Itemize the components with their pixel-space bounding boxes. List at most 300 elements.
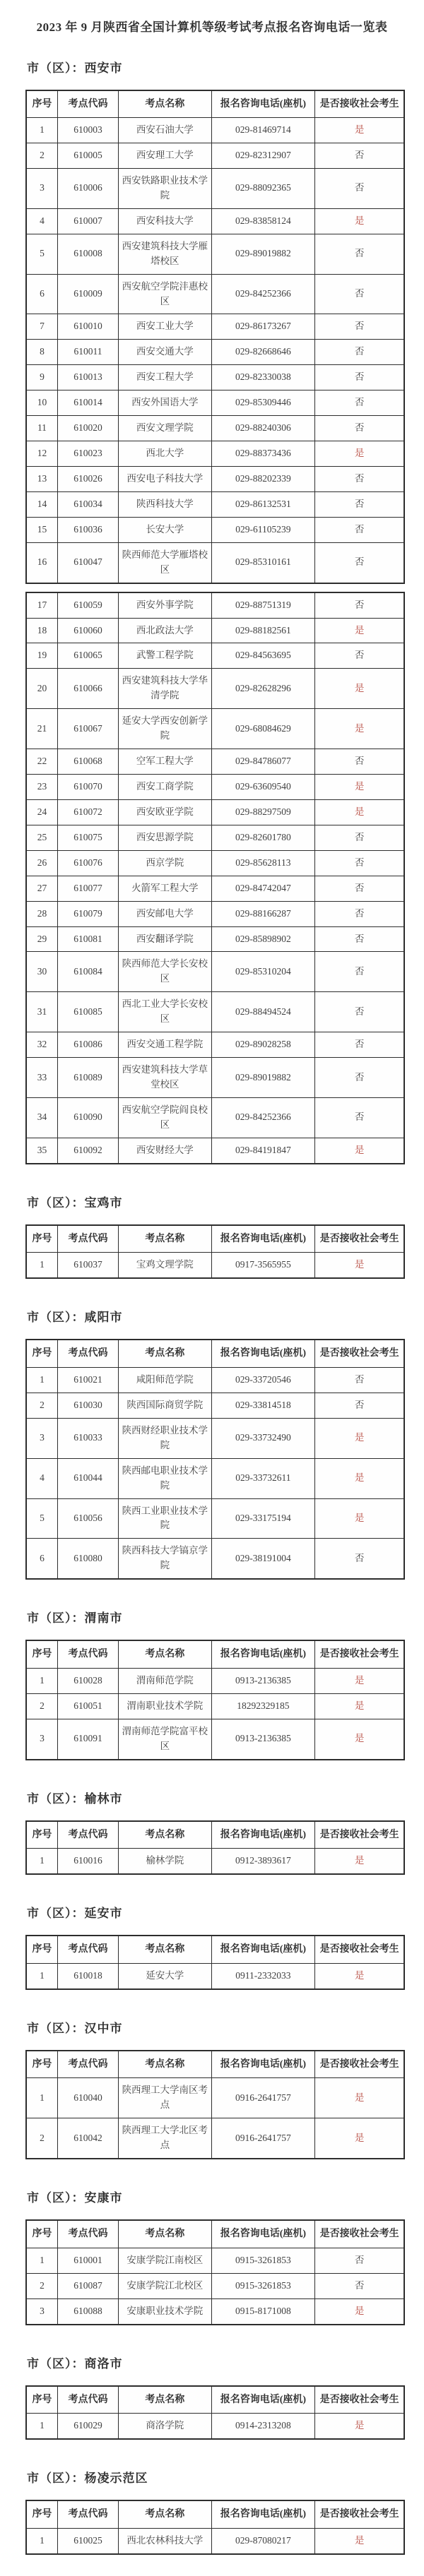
table-row	[26, 1367, 404, 1393]
phone-cell: 029-88092365	[211, 169, 315, 209]
column-header: 是否接收社会考生	[315, 2220, 404, 2248]
table-row	[26, 234, 404, 274]
accepts-social-cell: 是	[315, 2118, 404, 2159]
column-header: 是否接收社会考生	[315, 1936, 404, 1963]
accepts-social-cell: 否	[315, 1032, 404, 1058]
site-name-cell: 陕西科技大学	[119, 491, 212, 517]
row-number-cell: 20	[26, 669, 57, 709]
phone-cell: 029-88494524	[211, 992, 315, 1032]
section-title: 市（区）：榆林市	[27, 1791, 123, 1806]
table-row	[26, 901, 404, 926]
exam-site-table	[25, 1224, 405, 1280]
column-header: 是否接收社会考生	[315, 2500, 404, 2528]
table-row	[26, 416, 404, 441]
row-number-cell: 3	[26, 1719, 57, 1759]
phone-cell: 029-86132531	[211, 491, 315, 517]
site-name-cell: 陕西师范大学雁塔校区	[119, 542, 212, 583]
section-title: 市（区）：宝鸡市	[27, 1195, 123, 1210]
exam-site-table	[25, 90, 405, 584]
accepts-social-cell: 是	[315, 118, 404, 143]
accepts-social-cell: 否	[315, 542, 404, 583]
site-name-cell: 安康职业技术学院	[119, 2298, 212, 2324]
accepts-social-cell: 是	[315, 709, 404, 749]
accepts-social-cell: 否	[315, 1539, 404, 1579]
table-row	[26, 2248, 404, 2273]
phone-cell: 029-84191847	[211, 1138, 315, 1163]
row-number-cell: 19	[26, 643, 57, 669]
row-number-cell: 5	[26, 1498, 57, 1539]
site-code-cell: 610066	[57, 669, 118, 709]
header-row	[26, 2500, 404, 2528]
site-code-cell: 610021	[57, 1367, 118, 1393]
row-number-cell: 4	[26, 1458, 57, 1498]
row-number-cell: 27	[26, 876, 57, 901]
row-number-cell: 33	[26, 1058, 57, 1098]
accepts-social-cell: 是	[315, 618, 404, 643]
row-number-cell: 15	[26, 517, 57, 542]
table-row	[26, 749, 404, 775]
table-row	[26, 274, 404, 314]
table-row	[26, 1138, 404, 1163]
accepts-social-cell: 是	[315, 1498, 404, 1539]
phone-cell: 029-33732611	[211, 1458, 315, 1498]
accepts-social-cell: 否	[315, 2273, 404, 2298]
row-number-cell: 8	[26, 340, 57, 365]
site-name-cell: 火箭军工程大学	[119, 876, 212, 901]
phone-cell: 029-88373436	[211, 441, 315, 467]
column-header: 序号	[26, 1340, 57, 1367]
column-header: 是否接收社会考生	[315, 1225, 404, 1253]
site-code-cell: 610087	[57, 2273, 118, 2298]
site-code-cell: 610010	[57, 314, 118, 340]
phone-cell: 029-61105239	[211, 517, 315, 542]
site-name-cell: 安康学院江南校区	[119, 2248, 212, 2273]
site-code-cell: 610090	[57, 1097, 118, 1138]
site-code-cell: 610008	[57, 234, 118, 274]
column-header: 序号	[26, 90, 57, 118]
phone-cell: 0915-3261853	[211, 2273, 315, 2298]
site-code-cell: 610084	[57, 952, 118, 992]
phone-cell: 029-33814518	[211, 1393, 315, 1418]
exam-site-table	[25, 592, 405, 1164]
table-row	[26, 441, 404, 467]
table-row	[26, 365, 404, 390]
column-header: 考点代码	[57, 2220, 118, 2248]
site-name-cell: 西安建筑科技大学草堂校区	[119, 1058, 212, 1098]
site-code-cell: 610026	[57, 467, 118, 492]
accepts-social-cell: 是	[315, 1138, 404, 1163]
site-name-cell: 西安工业大学	[119, 314, 212, 340]
site-code-cell: 610009	[57, 274, 118, 314]
site-name-cell: 西安科技大学	[119, 208, 212, 234]
accepts-social-cell: 是	[315, 2298, 404, 2324]
row-number-cell: 3	[26, 1418, 57, 1458]
column-header: 考点代码	[57, 1340, 118, 1367]
site-name-cell: 渭南师范学院富平校区	[119, 1719, 212, 1759]
table-row	[26, 208, 404, 234]
column-header: 是否接收社会考生	[315, 2051, 404, 2078]
site-code-cell: 610014	[57, 390, 118, 416]
row-number-cell: 31	[26, 992, 57, 1032]
site-code-cell: 610016	[57, 1849, 118, 1874]
phone-cell: 0915-8171008	[211, 2298, 315, 2324]
accepts-social-cell: 否	[315, 592, 404, 618]
table-row	[26, 1849, 404, 1874]
row-number-cell: 1	[26, 2414, 57, 2439]
city-section	[0, 1903, 424, 1990]
site-name-cell: 西安工程大学	[119, 365, 212, 390]
site-name-cell: 西安外国语大学	[119, 390, 212, 416]
site-name-cell: 渭南师范学院	[119, 1668, 212, 1693]
accepts-social-cell: 否	[315, 850, 404, 876]
site-code-cell: 610076	[57, 850, 118, 876]
site-code-cell: 610018	[57, 1963, 118, 1988]
site-name-cell: 西北工业大学长安校区	[119, 992, 212, 1032]
site-code-cell: 610086	[57, 1032, 118, 1058]
phone-cell: 029-84252366	[211, 274, 315, 314]
accepts-social-cell: 否	[315, 749, 404, 775]
column-header: 报名咨询电话(座机)	[211, 1936, 315, 1963]
site-code-cell: 610003	[57, 118, 118, 143]
header-row	[26, 90, 404, 118]
table-row	[26, 2414, 404, 2439]
table-row	[26, 517, 404, 542]
row-number-cell: 14	[26, 491, 57, 517]
row-number-cell: 1	[26, 118, 57, 143]
accepts-social-cell: 否	[315, 416, 404, 441]
header-row	[26, 1640, 404, 1668]
phone-cell: 029-88182561	[211, 618, 315, 643]
column-header: 报名咨询电话(座机)	[211, 2500, 315, 2528]
table-row	[26, 992, 404, 1032]
city-section	[0, 2188, 424, 2325]
table-row	[26, 542, 404, 583]
site-code-cell: 610091	[57, 1719, 118, 1759]
site-name-cell: 西安建筑科技大学华清学院	[119, 669, 212, 709]
phone-cell: 029-84252366	[211, 1097, 315, 1138]
header-row	[26, 1821, 404, 1849]
site-name-cell: 西安翻译学院	[119, 926, 212, 952]
header-row	[26, 2386, 404, 2414]
site-name-cell: 西北农林科技大学	[119, 2528, 212, 2553]
site-name-cell: 西安思源学院	[119, 825, 212, 850]
exam-site-table	[25, 2050, 405, 2159]
phone-cell: 029-88751319	[211, 592, 315, 618]
table-row	[26, 1393, 404, 1418]
column-header: 考点代码	[57, 90, 118, 118]
site-code-cell: 610047	[57, 542, 118, 583]
site-name-cell: 咸阳师范学院	[119, 1367, 212, 1393]
phone-cell: 0917-3565955	[211, 1253, 315, 1278]
site-code-cell: 610081	[57, 926, 118, 952]
column-header: 考点名称	[119, 1936, 212, 1963]
accepts-social-cell: 是	[315, 1719, 404, 1759]
phone-cell: 18292329185	[211, 1693, 315, 1719]
site-name-cell: 陕西国际商贸学院	[119, 1393, 212, 1418]
accepts-social-cell: 否	[315, 234, 404, 274]
row-number-cell: 3	[26, 2298, 57, 2324]
accepts-social-cell: 是	[315, 799, 404, 825]
site-code-cell: 610077	[57, 876, 118, 901]
city-section	[0, 2468, 424, 2555]
accepts-social-cell: 否	[315, 876, 404, 901]
site-code-cell: 610079	[57, 901, 118, 926]
row-number-cell: 30	[26, 952, 57, 992]
table-row	[26, 876, 404, 901]
column-header: 考点名称	[119, 1225, 212, 1253]
site-name-cell: 商洛学院	[119, 2414, 212, 2439]
accepts-social-cell: 是	[315, 2528, 404, 2553]
row-number-cell: 2	[26, 2118, 57, 2159]
column-header: 考点名称	[119, 90, 212, 118]
site-code-cell: 610001	[57, 2248, 118, 2273]
section-title: 市（区）：商洛市	[27, 2356, 123, 2371]
accepts-social-cell: 是	[315, 208, 404, 234]
accepts-social-cell: 是	[315, 1849, 404, 1874]
row-number-cell: 1	[26, 1668, 57, 1693]
column-header: 序号	[26, 2500, 57, 2528]
accepts-social-cell: 否	[315, 1393, 404, 1418]
site-code-cell: 610042	[57, 2118, 118, 2159]
site-name-cell: 西安建筑科技大学雁塔校区	[119, 234, 212, 274]
accepts-social-cell: 否	[315, 952, 404, 992]
site-code-cell: 610011	[57, 340, 118, 365]
site-code-cell: 610089	[57, 1058, 118, 1098]
row-number-cell: 29	[26, 926, 57, 952]
site-code-cell: 610068	[57, 749, 118, 775]
table-row	[26, 799, 404, 825]
exam-site-table	[25, 1820, 405, 1876]
table-row	[26, 643, 404, 669]
accepts-social-cell: 否	[315, 2248, 404, 2273]
accepts-social-cell: 否	[315, 390, 404, 416]
phone-cell: 029-82628296	[211, 669, 315, 709]
phone-cell: 029-85628113	[211, 850, 315, 876]
phone-cell: 029-33720546	[211, 1367, 315, 1393]
table-row	[26, 1032, 404, 1058]
column-header: 考点名称	[119, 2386, 212, 2414]
row-number-cell: 25	[26, 825, 57, 850]
site-code-cell: 610065	[57, 643, 118, 669]
table-row	[26, 1963, 404, 1988]
site-code-cell: 610059	[57, 592, 118, 618]
site-code-cell: 610006	[57, 169, 118, 209]
column-header: 序号	[26, 2051, 57, 2078]
site-name-cell: 西安文理学院	[119, 416, 212, 441]
table-row	[26, 1058, 404, 1098]
row-number-cell: 6	[26, 1539, 57, 1579]
phone-cell: 029-83858124	[211, 208, 315, 234]
column-header: 考点代码	[57, 1821, 118, 1849]
site-code-cell: 610051	[57, 1693, 118, 1719]
phone-cell: 029-63609540	[211, 775, 315, 800]
column-header: 考点代码	[57, 2500, 118, 2528]
accepts-social-cell: 否	[315, 365, 404, 390]
accepts-social-cell: 是	[315, 2078, 404, 2118]
phone-cell: 029-38191004	[211, 1539, 315, 1579]
column-header: 考点代码	[57, 1936, 118, 1963]
exam-site-table	[25, 2219, 405, 2325]
city-section	[0, 1193, 424, 1280]
column-header: 序号	[26, 2386, 57, 2414]
row-number-cell: 4	[26, 208, 57, 234]
site-name-cell: 西安理工大学	[119, 143, 212, 169]
phone-cell: 029-82312907	[211, 143, 315, 169]
row-number-cell: 22	[26, 749, 57, 775]
column-header: 序号	[26, 1821, 57, 1849]
site-code-cell: 610030	[57, 1393, 118, 1418]
header-row	[26, 1936, 404, 1963]
row-number-cell: 17	[26, 592, 57, 618]
table-row	[26, 2528, 404, 2553]
site-code-cell: 610005	[57, 143, 118, 169]
column-header: 考点名称	[119, 1821, 212, 1849]
row-number-cell: 2	[26, 2273, 57, 2298]
column-header: 是否接收社会考生	[315, 1340, 404, 1367]
accepts-social-cell: 否	[315, 143, 404, 169]
accepts-social-cell: 否	[315, 926, 404, 952]
exam-site-table	[25, 1935, 405, 1990]
phone-cell: 029-85310204	[211, 952, 315, 992]
column-header: 序号	[26, 2220, 57, 2248]
site-code-cell: 610040	[57, 2078, 118, 2118]
phone-cell: 029-89019882	[211, 1058, 315, 1098]
site-code-cell: 610070	[57, 775, 118, 800]
site-name-cell: 西安邮电大学	[119, 901, 212, 926]
row-number-cell: 26	[26, 850, 57, 876]
site-name-cell: 西安交通大学	[119, 340, 212, 365]
table-row	[26, 2273, 404, 2298]
site-name-cell: 陕西科技大学镐京学院	[119, 1539, 212, 1579]
accepts-social-cell: 否	[315, 1367, 404, 1393]
table-row	[26, 850, 404, 876]
column-header: 考点名称	[119, 2500, 212, 2528]
row-number-cell: 2	[26, 1693, 57, 1719]
site-code-cell: 610013	[57, 365, 118, 390]
row-number-cell: 10	[26, 390, 57, 416]
table-row	[26, 1693, 404, 1719]
accepts-social-cell: 是	[315, 1963, 404, 1988]
site-code-cell: 610033	[57, 1418, 118, 1458]
column-header: 考点代码	[57, 2386, 118, 2414]
accepts-social-cell: 否	[315, 901, 404, 926]
row-number-cell: 7	[26, 314, 57, 340]
table-row	[26, 825, 404, 850]
site-name-cell: 延安大学	[119, 1963, 212, 1988]
city-section	[0, 2354, 424, 2440]
accepts-social-cell: 否	[315, 491, 404, 517]
column-header: 考点名称	[119, 1640, 212, 1668]
site-code-cell: 610029	[57, 2414, 118, 2439]
section-title: 市（区）：汉中市	[27, 2021, 123, 2035]
row-number-cell: 1	[26, 2248, 57, 2273]
table-row	[26, 618, 404, 643]
site-name-cell: 武警工程学院	[119, 643, 212, 669]
phone-cell: 029-82601780	[211, 825, 315, 850]
phone-cell: 0915-3261853	[211, 2248, 315, 2273]
row-number-cell: 1	[26, 1963, 57, 1988]
city-section	[0, 1307, 424, 1580]
phone-cell: 029-85309446	[211, 390, 315, 416]
column-header: 考点名称	[119, 1340, 212, 1367]
row-number-cell: 16	[26, 542, 57, 583]
table-row	[26, 390, 404, 416]
site-name-cell: 西安电子科技大学	[119, 467, 212, 492]
accepts-social-cell: 否	[315, 467, 404, 492]
exam-site-table	[25, 1640, 405, 1760]
site-code-cell: 610036	[57, 517, 118, 542]
accepts-social-cell: 否	[315, 825, 404, 850]
column-header: 报名咨询电话(座机)	[211, 90, 315, 118]
phone-cell: 029-81469714	[211, 118, 315, 143]
column-header: 报名咨询电话(座机)	[211, 2386, 315, 2414]
table-row	[26, 143, 404, 169]
column-header: 考点代码	[57, 1640, 118, 1668]
column-header: 考点名称	[119, 2051, 212, 2078]
site-name-cell: 西安欧亚学院	[119, 799, 212, 825]
table-row	[26, 1253, 404, 1278]
phone-cell: 0912-3893617	[211, 1849, 315, 1874]
phone-cell: 029-87080217	[211, 2528, 315, 2553]
site-code-cell: 610028	[57, 1668, 118, 1693]
accepts-social-cell: 否	[315, 992, 404, 1032]
site-code-cell: 610080	[57, 1539, 118, 1579]
site-code-cell: 610088	[57, 2298, 118, 2324]
row-number-cell: 1	[26, 1849, 57, 1874]
column-header: 是否接收社会考生	[315, 2386, 404, 2414]
site-code-cell: 610067	[57, 709, 118, 749]
accepts-social-cell: 否	[315, 643, 404, 669]
site-name-cell: 西北大学	[119, 441, 212, 467]
row-number-cell: 1	[26, 1253, 57, 1278]
phone-cell: 029-88297509	[211, 799, 315, 825]
phone-cell: 029-84786077	[211, 749, 315, 775]
site-name-cell: 西安航空学院沣惠校区	[119, 274, 212, 314]
phone-cell: 029-89028258	[211, 1032, 315, 1058]
table-row	[26, 1539, 404, 1579]
phone-cell: 029-84563695	[211, 643, 315, 669]
accepts-social-cell: 是	[315, 669, 404, 709]
column-header: 考点代码	[57, 1225, 118, 1253]
phone-cell: 0914-2313208	[211, 2414, 315, 2439]
accepts-social-cell: 否	[315, 314, 404, 340]
phone-cell: 0911-2332033	[211, 1963, 315, 1988]
accepts-social-cell: 否	[315, 340, 404, 365]
site-code-cell: 610025	[57, 2528, 118, 2553]
accepts-social-cell: 是	[315, 1668, 404, 1693]
accepts-social-cell: 是	[315, 775, 404, 800]
phone-cell: 029-86173267	[211, 314, 315, 340]
exam-site-table	[25, 2500, 405, 2555]
table-row	[26, 2298, 404, 2324]
header-row	[26, 1225, 404, 1253]
site-code-cell: 610007	[57, 208, 118, 234]
section-title: 市（区）：咸阳市	[27, 1311, 123, 1325]
site-name-cell: 西安工商学院	[119, 775, 212, 800]
site-name-cell: 空军工程大学	[119, 749, 212, 775]
table-row	[26, 926, 404, 952]
site-name-cell: 陕西财经职业技术学院	[119, 1418, 212, 1458]
table-row	[26, 1719, 404, 1759]
accepts-social-cell: 否	[315, 274, 404, 314]
table-row	[26, 775, 404, 800]
site-code-cell: 610075	[57, 825, 118, 850]
city-section	[0, 1789, 424, 1876]
column-header: 是否接收社会考生	[315, 90, 404, 118]
site-name-cell: 西安石油大学	[119, 118, 212, 143]
site-name-cell: 西安财经大学	[119, 1138, 212, 1163]
column-header: 报名咨询电话(座机)	[211, 1640, 315, 1668]
